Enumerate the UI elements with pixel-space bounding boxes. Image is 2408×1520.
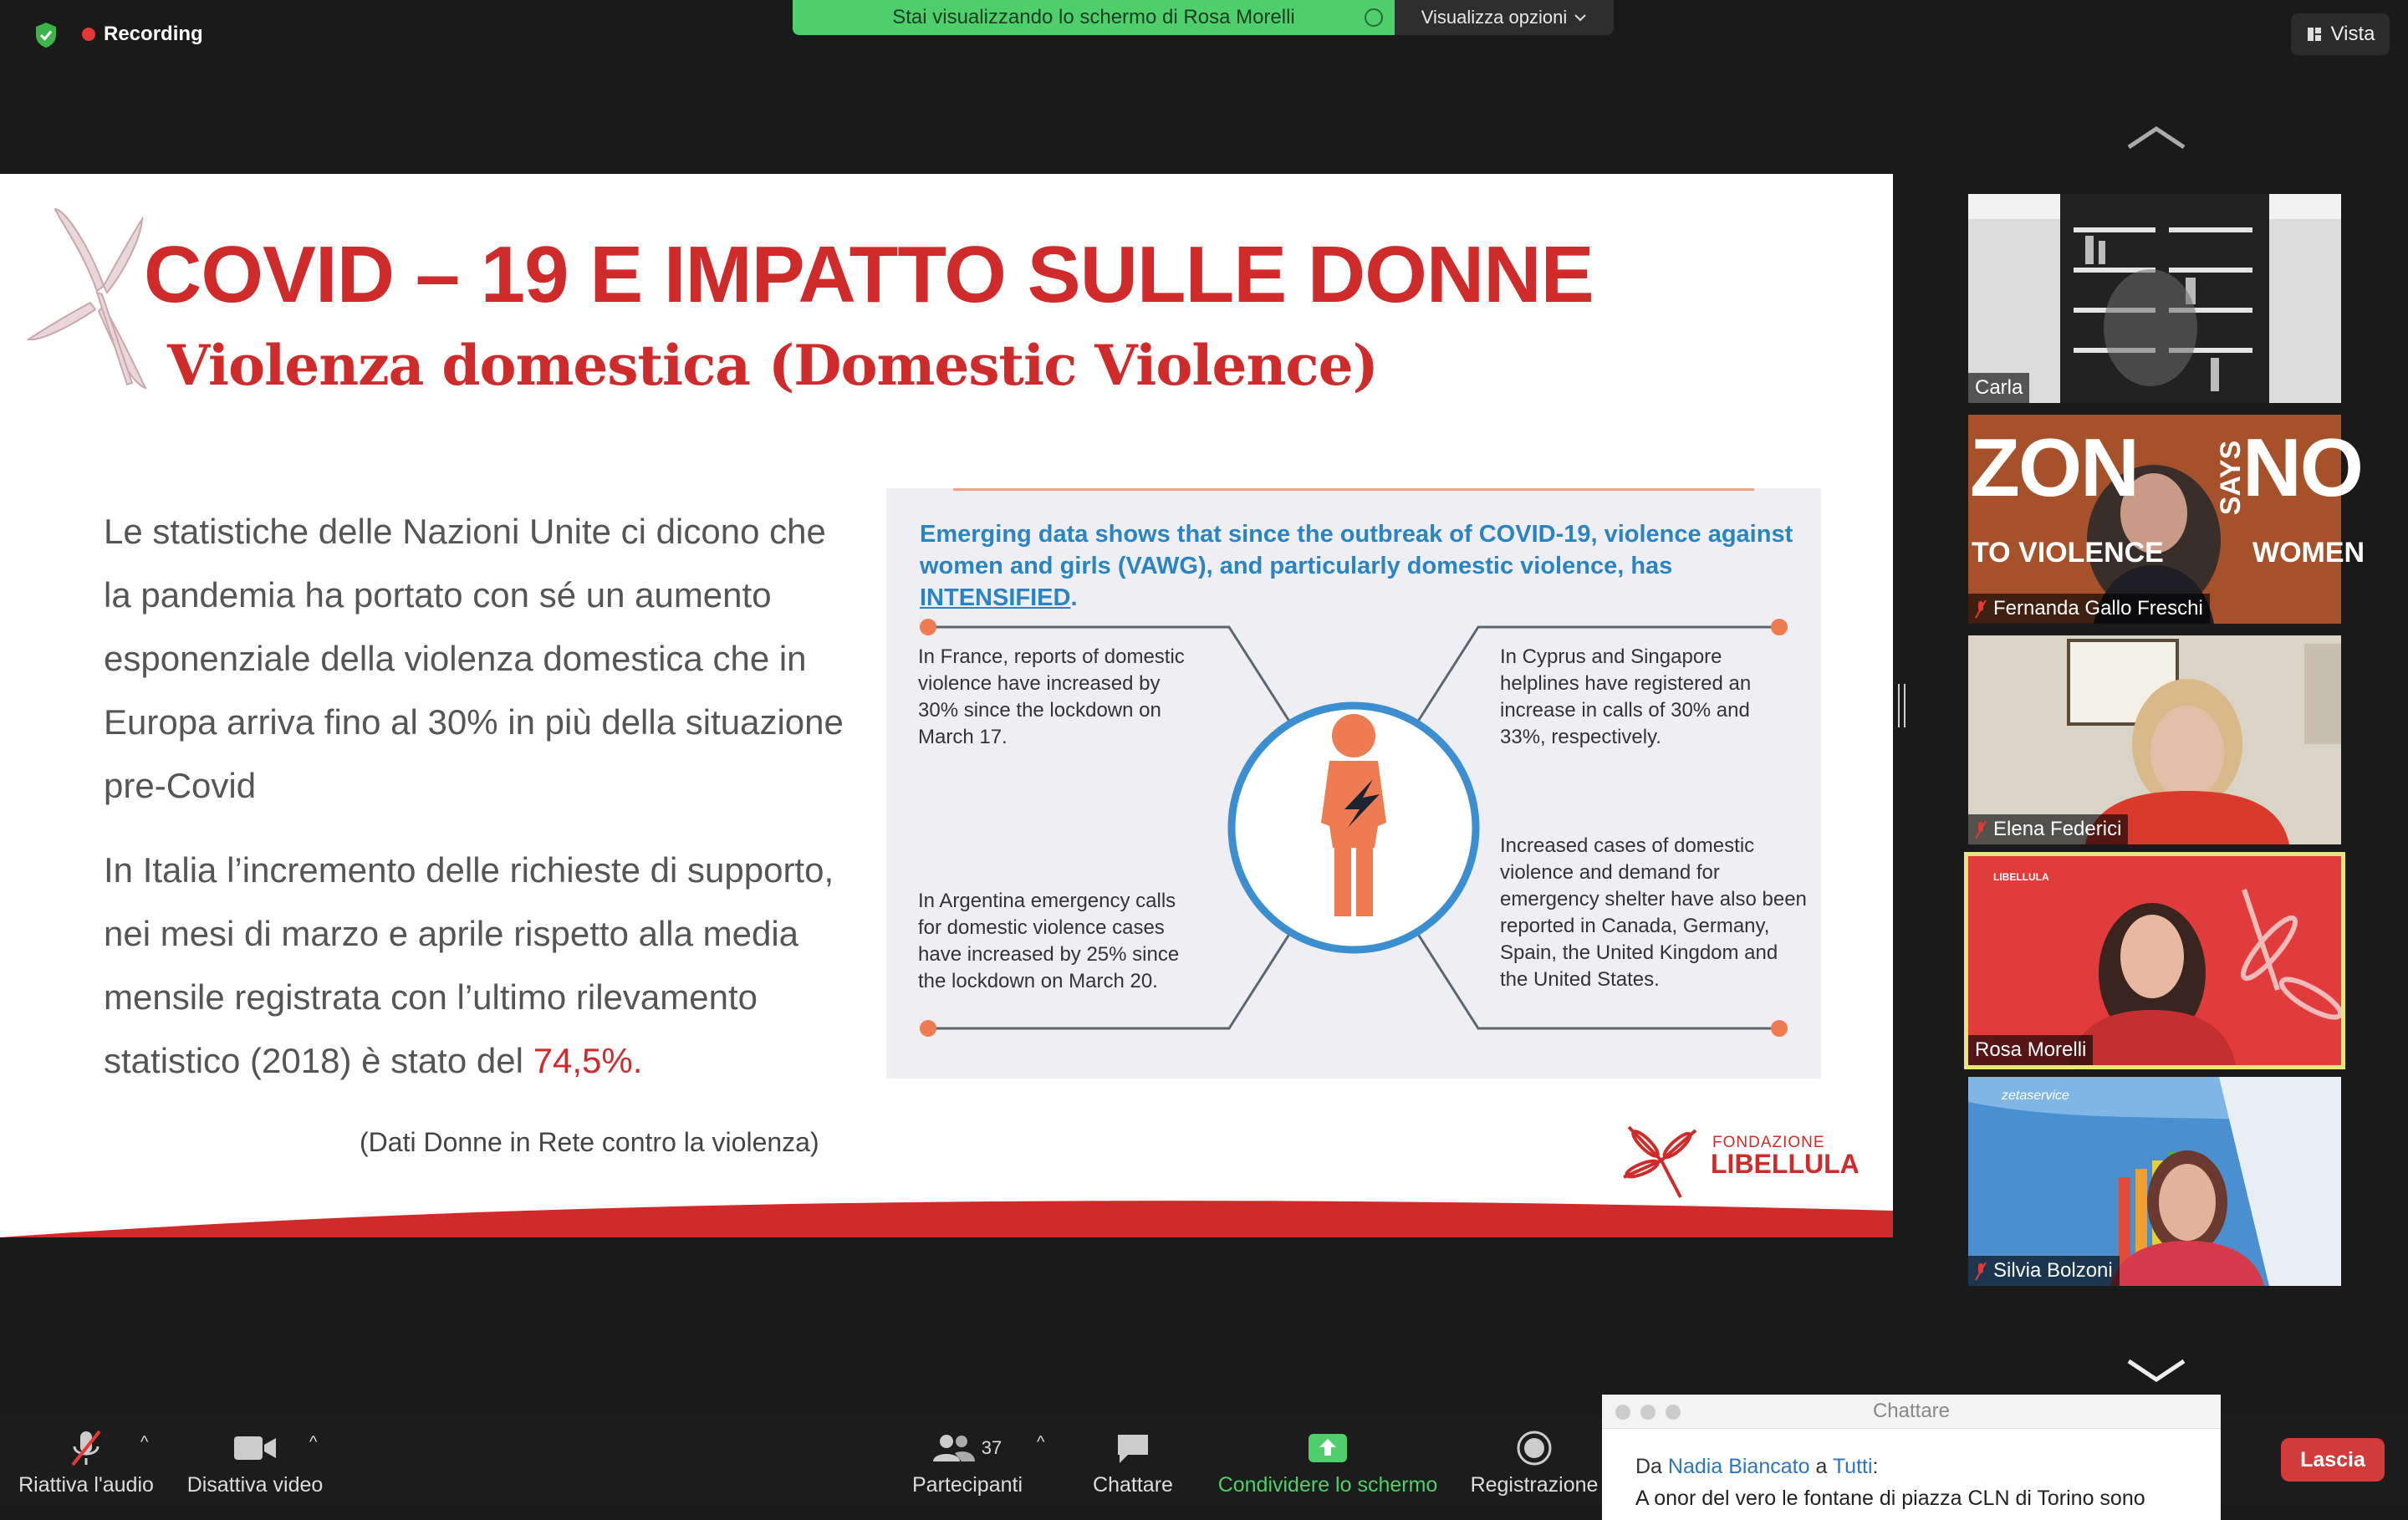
view-options-button[interactable] — [1395, 0, 1614, 35]
video-feed-silvia — [1968, 1077, 2341, 1286]
screen-share-banner — [793, 0, 1395, 35]
window-controls — [1615, 1405, 1681, 1420]
participant-name-label — [1968, 814, 2128, 844]
logo-text-top: FONDAZIONE — [1712, 1134, 1825, 1151]
share-screen-icon — [1307, 1432, 1349, 1464]
view-options-label: Visualizza opzioni — [1421, 7, 1568, 28]
logo-text-bottom: LIBELLULA — [1711, 1149, 1860, 1179]
video-feed-elena — [1968, 635, 2341, 844]
participant-name: Silvia Bolzoni — [1993, 1259, 2113, 1282]
chat-window — [1602, 1395, 2221, 1520]
video-camera-icon — [232, 1433, 278, 1463]
stop-video-label: Disattiva video — [186, 1473, 324, 1497]
backdrop-women-text: WOMEN — [2252, 537, 2365, 569]
share-banner-text: Stai visualizzando lo schermo di Rosa Morelli — [892, 6, 1295, 28]
zoom-dot-icon[interactable] — [1666, 1405, 1681, 1420]
participants-count: 37 — [981, 1437, 1002, 1458]
infographic-headline: Emerging data shows that since the outbreak of COVID-19, violence against women and girls (VAWG), and particularly domestic violence, has INTENSIFIED. — [920, 521, 1793, 611]
video-feed-carla — [1968, 194, 2341, 403]
grid-view-icon — [2306, 26, 2323, 43]
unmute-audio-button[interactable] — [15, 1428, 157, 1497]
participant-tile-rosa[interactable] — [1968, 856, 2341, 1065]
backdrop-says-text: SAYS — [2215, 440, 2247, 516]
mic-muted-icon — [1975, 1262, 1987, 1280]
backdrop-no-text: NO — [2242, 421, 2362, 513]
participant-name-label — [1968, 1035, 2093, 1065]
recording-indicator[interactable] — [82, 20, 203, 48]
slide-title: COVID – 19 E IMPATTO SULLE DONNE — [144, 230, 1594, 319]
panel-resize-handle[interactable] — [1898, 684, 1905, 727]
video-options-caret[interactable]: ^ — [309, 1433, 318, 1451]
participant-name-label — [1968, 373, 2029, 403]
participant-name-label — [1968, 1256, 2120, 1286]
chat-label: Chattare — [1093, 1473, 1173, 1497]
chat-from-prefix: Da — [1635, 1455, 1662, 1478]
libellula-logo-icon — [1617, 1119, 1706, 1202]
share-screen-button[interactable] — [1211, 1428, 1445, 1497]
participants-label: Partecipanti — [911, 1473, 1023, 1497]
tile-logo-small: LIBELLULA — [1993, 871, 2049, 883]
scroll-down-chevron-icon[interactable] — [2124, 1353, 2189, 1386]
chat-title: Chattare — [1872, 1400, 1951, 1422]
participant-tile-carla[interactable] — [1968, 194, 2341, 403]
slide-subtitle: Violenza domestica (Domestic Violence) — [167, 333, 1378, 398]
chat-sender-link[interactable]: Nadia Biancato — [1667, 1455, 1810, 1478]
security-shield-icon[interactable] — [25, 18, 67, 52]
participants-options-caret[interactable]: ^ — [1037, 1433, 1045, 1451]
participant-name: Elena Federici — [1993, 818, 2122, 840]
chat-button[interactable] — [1079, 1428, 1187, 1497]
info-cyprus-singapore: In Cyprus and Singapore helplines have registered an increase in calls of 30% and 33%, respectively. — [1500, 645, 1752, 748]
audio-options-caret[interactable]: ^ — [140, 1433, 149, 1451]
recording-dot-icon — [82, 28, 95, 41]
leave-meeting-button[interactable]: Lascia — [2281, 1438, 2385, 1482]
backdrop-to-violence-text: TO VIOLENCE — [1972, 537, 2164, 569]
chevron-down-icon — [1574, 13, 1587, 23]
participant-tile-elena[interactable] — [1968, 635, 2341, 844]
backdrop-zon-text: ZON — [1970, 421, 2138, 513]
highlight-percentage: 74,5%. — [533, 1041, 643, 1080]
shared-slide — [0, 174, 1893, 1237]
info-other-countries: Increased cases of domestic violence and demand for emergency shelter have also been reported in Canada, Germany, Spain, the United Kingdom and the United States. — [1500, 834, 1807, 991]
chat-header[interactable] — [1602, 1395, 2221, 1429]
participant-tile-silvia[interactable] — [1968, 1077, 2341, 1286]
info-france: In France, reports of domestic violence have increased by 30% since the lockdown on March 17. — [918, 645, 1185, 748]
participant-name-label — [1968, 594, 2210, 624]
infographic-headline-emph: INTENSIFIED — [920, 584, 1071, 611]
chat-recipient-link[interactable]: Tutti — [1832, 1455, 1873, 1478]
info-argentina: In Argentina emergency calls for domestic violence cases have increased by 25% since the lockdown on March 20. — [918, 890, 1180, 992]
participant-tile-fernanda[interactable] — [1968, 415, 2365, 624]
slide-bottom-swoosh — [0, 1194, 1893, 1237]
video-feed-rosa — [1968, 856, 2341, 1065]
record-label: Registrazione — [1470, 1473, 1599, 1497]
view-button[interactable] — [2291, 13, 2390, 55]
slide-paragraph-1: Le statistiche delle Nazioni Unite ci dicono che la pandemia ha portato con sé un aumento esponenziale della violenza domestica che in Europa arriva fino al 30% in più della situazione pre-Covid — [104, 512, 844, 805]
microphone-muted-icon — [68, 1428, 105, 1468]
view-button-label: Vista — [2330, 23, 2375, 45]
status-circle-icon — [1365, 8, 1383, 27]
mic-muted-icon — [1975, 820, 1987, 839]
participant-name: Rosa Morelli — [1975, 1038, 2087, 1061]
recording-label: Recording — [104, 23, 203, 45]
share-screen-label: Condividere lo schermo — [1217, 1473, 1438, 1497]
infographic-panel — [886, 488, 1821, 1079]
infographic-headline-text: Emerging data shows that since the outbreak of COVID-19, violence against women and girls (VAWG), and particularly domestic violence, has — [920, 521, 1793, 579]
slide-paragraph-2 — [104, 839, 856, 1093]
unmute-audio-label: Riattiva l'audio — [18, 1473, 154, 1497]
participant-name: Fernanda Gallo Freschi — [1993, 597, 2203, 620]
paragraph-2-text: In Italia l’incremento delle richieste di supporto, nei mesi di marzo e aprile rispetto alla media mensile registrata con l’ultimo rilevamento statistico (2018) è stato del — [104, 850, 834, 1080]
chat-message-text: A onor del vero le fontane di piazza CLN di Torino sono — [1635, 1487, 2145, 1510]
participant-name: Carla — [1975, 376, 2023, 399]
chat-to-prefix: a — [1815, 1455, 1828, 1478]
slide-source-note: (Dati Donne in Rete contro la violenza) — [360, 1127, 819, 1157]
participants-icon — [933, 1433, 975, 1463]
close-dot-icon[interactable] — [1615, 1405, 1630, 1420]
participants-button[interactable] — [905, 1428, 1030, 1497]
scroll-up-chevron-icon[interactable] — [2124, 122, 2189, 156]
record-button[interactable] — [1463, 1428, 1605, 1497]
mic-muted-icon — [1975, 599, 1987, 618]
record-icon — [1516, 1430, 1553, 1466]
chat-message-header: Da Nadia Biancato a Tutti: — [1635, 1455, 1879, 1478]
backdrop-zeta-text: zetaservice — [2002, 1089, 2069, 1103]
chat-bubble-icon — [1115, 1431, 1151, 1465]
minimize-dot-icon[interactable] — [1640, 1405, 1656, 1420]
